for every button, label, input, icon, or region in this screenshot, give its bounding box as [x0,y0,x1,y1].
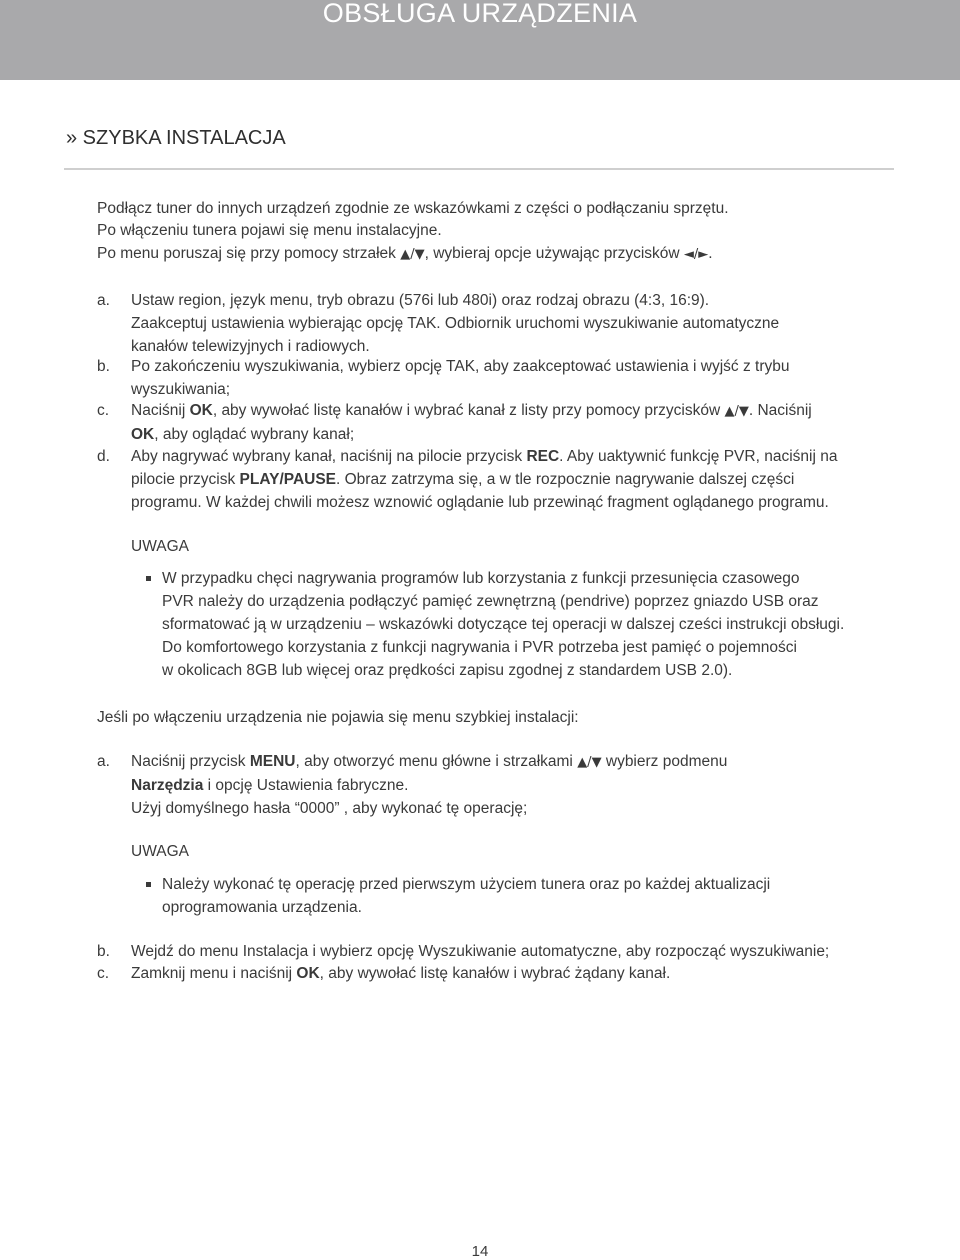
navigation-instruction [97,242,713,266]
step-2-a [97,750,887,820]
step-2-a-line-1 [131,750,887,774]
note-label: UWAGA [131,538,189,555]
note-1-line-1: W przypadku chęci nagrywania programów lub korzystania z funkcji przesunięcia czasowego [162,570,800,587]
note-2-line-1: Należy wykonać tę operację przed pierwszym użyciem tunera oraz po każdej aktualizacji [162,876,771,893]
note-2-line-2: oprogramowania urządzenia. [162,899,362,916]
step-b-line-2: wyszukiwania; [131,381,231,398]
step-d-line-2 [131,468,887,491]
step-a-line-1: Ustaw region, język menu, tryb obrazu (576i lub 480i) oraz rodzaj obrazu (4:3, 16:9). [131,292,710,309]
bullet-square-icon [146,576,151,581]
step-2-a-line-3: Użyj domyślnego hasła “0000” , aby wykonać tę operację; [131,800,528,817]
page-header-title: OBSŁUGA URZĄDZENIA [322,0,638,28]
nav-text-1: Po menu poruszaj się przy pomocy strzałek [97,245,401,262]
note-1-line-4: Do komfortowego korzystania z funkcji nagrywania i PVR potrzeba jest pamięć o pojemności [162,639,797,656]
text: . Obraz zatrzyma się, a w tle rozpocznie nagrywanie dalszej części [336,471,795,488]
nav-text-2: , wybieraj opcje używając przycisków [424,245,684,262]
step-2-b [97,940,887,963]
step-2-b-text: Wejdź do menu Instalacja i wybierz opcję Wyszukiwanie automatyczne, aby rozpocząć wyszukiwanie; [131,943,830,960]
note-1-line-2: PVR należy do urządzenia podłączyć pamięć zewnętrzną (pendrive) poprzez gniazdo USB oraz [162,593,819,610]
ok-key-label: OK [296,965,320,982]
step-2-a-line-2 [131,774,887,797]
text: , aby otworzyć menu główne i strzałkami [295,753,578,770]
note-1-line-5: w okolicach 8GB lub więcej oraz prędkości zapisu zgodnej z standardem USB 2.0). [162,662,733,679]
page-number: 14 [471,1243,489,1260]
step-a [97,289,887,358]
step-letter: b. [97,943,110,960]
text: Naciśnij [131,402,190,419]
step-d [97,445,887,514]
step-d-line-1 [131,445,887,468]
step-2-c [97,962,887,985]
ok-key-label: OK [131,426,155,443]
menu-key-label: MENU [249,753,296,770]
up-down-arrows-icon: ▲/▼ [577,755,602,770]
step-b-line-1: Po zakończeniu wyszukiwania, wybierz opcję TAK, aby zaakceptować ustawienia i wyjść z trybu [131,358,790,375]
text: pilocie przycisk [131,471,240,488]
text: wybierz podmenu [601,753,728,770]
note-1-bullet [146,567,906,682]
ok-key-label: OK [189,402,213,419]
bullet-square-icon [146,882,151,887]
section-title: » SZYBKA INSTALACJA [66,127,286,149]
intro-line-1: Podłącz tuner do innych urządzeń zgodnie ze wskazówkami z części o podłączaniu sprzętu. [97,200,729,217]
note-2-bullet [146,873,906,919]
step-letter: a. [97,753,110,770]
step-d-line-3: programu. W każdej chwili możesz wznowić oglądanie lub przewinąć fragment oglądanego programu. [131,494,829,511]
note-1-line-3: sformatować ją w urządzeniu – wskazówki dotyczące tej operacji w dalszej cześci instrukcji obsługi. [162,616,845,633]
step-c-line-1 [131,399,887,423]
step-c-line-2 [131,423,887,446]
text: . Naciśnij [748,402,812,419]
step-b [97,355,887,401]
nav-text-3: . [708,245,713,262]
note-label: UWAGA [131,843,189,860]
text: . Aby uaktywnić funkcję PVR, naciśnij na [559,448,838,465]
tools-menu-label: Narzędzia [131,777,204,794]
up-down-arrows-icon: ▲/▼ [400,247,425,262]
text: , aby oglądać wybrany kanał; [154,426,355,443]
text: , aby wywołać listę kanałów i wybrać kanał z listy przy pomocy przycisków [212,402,725,419]
text: Naciśnij przycisk [131,753,250,770]
step-letter: a. [97,292,110,309]
section-divider [64,168,894,170]
up-down-arrows-icon: ▲/▼ [724,404,749,419]
fallback-intro: Jeśli po włączeniu urządzenia nie pojawia się menu szybkiej instalacji: [97,709,579,726]
step-c [97,399,887,446]
step-a-line-2: Zaakceptuj ustawienia wybierając opcję TAK. Odbiornik uruchomi wyszukiwanie automatyczne [131,315,780,332]
play-pause-key-label: PLAY/PAUSE [239,471,337,488]
text: Aby nagrywać wybrany kanał, naciśnij na pilocie przycisk [131,448,527,465]
step-a-line-3: kanałów telewizyjnych i radiowych. [131,338,370,355]
rec-key-label: REC [526,448,560,465]
intro-line-2: Po włączeniu tunera pojawi się menu instalacyjne. [97,222,442,239]
text: Zamknij menu i naciśnij [131,965,297,982]
step-letter: c. [97,402,110,419]
text: , aby wywołać listę kanałów i wybrać żądany kanał. [319,965,671,982]
step-letter: c. [97,965,110,982]
step-letter: b. [97,358,110,375]
step-2-c-text [131,962,887,985]
left-right-arrows-icon: ◄/► [683,247,709,262]
step-letter: d. [97,448,110,465]
header-bar [0,0,960,80]
text: i opcję Ustawienia fabryczne. [203,777,409,794]
